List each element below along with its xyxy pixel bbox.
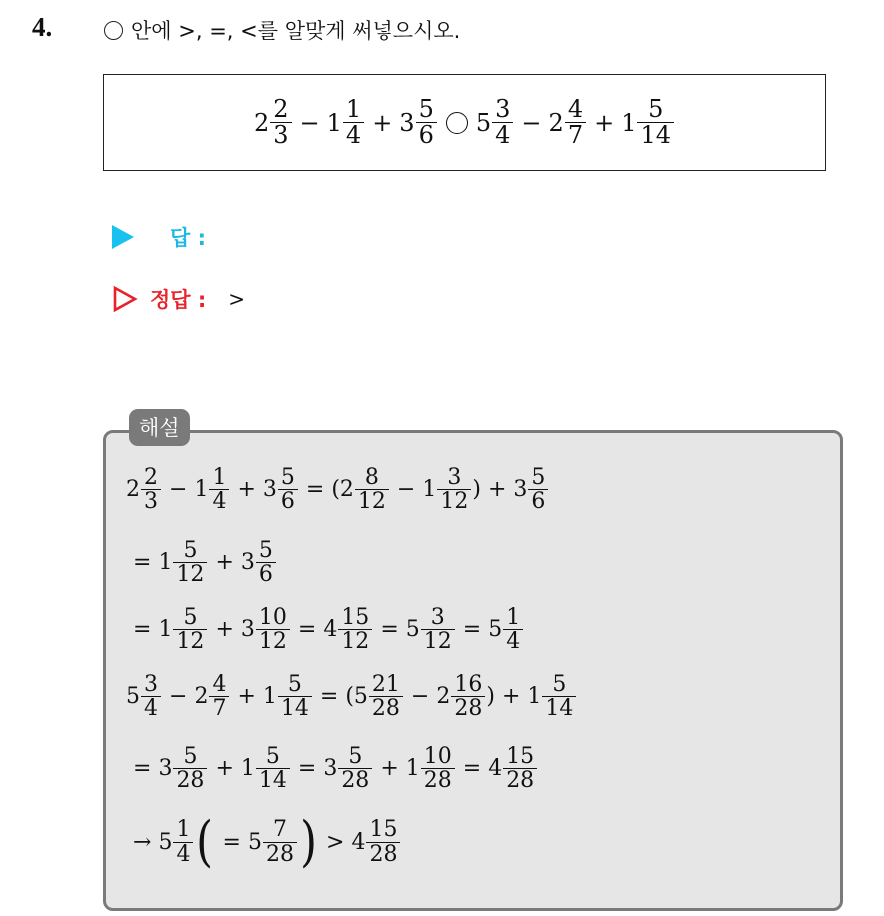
operator: =	[462, 756, 482, 782]
problem-box	[103, 74, 826, 171]
big-parenthesis: )	[300, 810, 317, 873]
numerator: 5	[183, 605, 198, 630]
question-prompt-text: 안에 >, =, <를 알맞게 써넣으시오.	[131, 19, 461, 43]
fraction	[355, 466, 389, 513]
numerator: 5	[287, 672, 302, 697]
fraction	[492, 94, 513, 149]
whole-part: 2	[436, 684, 451, 710]
operator: =	[297, 617, 317, 643]
mixed-number	[241, 539, 277, 586]
denominator: 28	[173, 768, 207, 792]
whole-part: 1	[527, 684, 542, 710]
mixed-number	[323, 745, 373, 792]
denominator: 4	[343, 122, 364, 148]
fraction	[141, 673, 161, 720]
whole-part: 1	[240, 756, 255, 782]
denominator: 14	[256, 768, 290, 792]
numerator: 2	[144, 465, 158, 490]
fraction	[338, 606, 372, 653]
whole-part: 5	[158, 829, 173, 855]
numerator: 5	[183, 538, 198, 563]
mixed-number	[158, 745, 208, 792]
operator: =	[133, 756, 152, 782]
mixed-number	[194, 673, 230, 720]
mixed-number	[241, 745, 291, 792]
numerator: 15	[506, 744, 535, 769]
mixed-number	[351, 818, 401, 865]
mixed-number	[475, 94, 515, 149]
fraction	[421, 745, 455, 792]
denominator: 4	[209, 489, 229, 513]
denominator: 12	[355, 489, 389, 513]
fraction	[173, 539, 207, 586]
big-parenthesis: (	[196, 810, 214, 873]
operator: +	[237, 684, 256, 710]
numerator: 2	[273, 94, 289, 123]
answer-label: 답 :	[170, 226, 206, 250]
compare-circle-icon	[446, 112, 468, 134]
explanation-line	[126, 673, 577, 720]
fraction	[437, 466, 471, 513]
mixed-number	[158, 539, 208, 586]
operator: −	[410, 684, 430, 710]
fraction	[173, 606, 207, 653]
mixed-number	[422, 466, 472, 513]
mixed-number	[158, 606, 208, 653]
parenthesis: )	[486, 684, 495, 710]
fraction	[503, 606, 523, 653]
operator: +	[487, 477, 507, 503]
fraction	[263, 818, 297, 865]
mixed-number	[158, 818, 194, 865]
whole-part: 4	[488, 756, 503, 782]
fraction	[338, 745, 372, 792]
mixed-number	[354, 673, 404, 720]
fraction	[343, 94, 364, 149]
mixed-number	[548, 94, 588, 149]
outline-triangle-icon	[112, 285, 138, 313]
explanation-line	[126, 810, 401, 873]
mixed-number	[527, 673, 577, 720]
mixed-number	[263, 673, 313, 720]
denominator: 7	[565, 122, 586, 148]
whole-part: 1	[194, 477, 209, 503]
operator: +	[237, 477, 256, 503]
denominator: 6	[528, 489, 548, 513]
whole-part: 3	[323, 756, 338, 782]
denominator: 14	[542, 696, 576, 720]
explanation-tab: 해설	[129, 409, 190, 446]
operator: −	[299, 108, 320, 137]
parenthesis: (	[331, 477, 340, 503]
denominator: 28	[338, 768, 372, 792]
fraction	[451, 673, 485, 720]
numerator: 10	[258, 605, 287, 630]
fraction	[528, 466, 548, 513]
fraction	[369, 673, 403, 720]
mixed-number	[253, 94, 293, 149]
mixed-number	[326, 94, 366, 149]
operator: +	[372, 108, 393, 137]
mixed-number	[263, 466, 299, 513]
mixed-number	[406, 606, 456, 653]
mixed-number	[323, 606, 373, 653]
numerator: 5	[552, 672, 567, 697]
numerator: 5	[531, 465, 546, 490]
fraction	[278, 466, 298, 513]
explanation-line	[126, 606, 524, 653]
fraction	[173, 745, 207, 792]
mixed-number	[399, 94, 438, 149]
numerator: 5	[418, 94, 434, 123]
numerator: 3	[144, 672, 158, 697]
denominator: 12	[173, 629, 207, 653]
question-number: 4.	[32, 12, 53, 42]
denominator: 4	[141, 696, 161, 720]
numerator: 5	[258, 538, 273, 563]
numerator: 1	[212, 465, 227, 490]
numerator: 5	[280, 465, 295, 490]
denominator: 6	[256, 562, 276, 586]
numerator: 5	[265, 744, 280, 769]
whole-part: 3	[262, 477, 277, 503]
fraction	[503, 745, 537, 792]
denominator: 12	[421, 629, 455, 653]
operator: =	[133, 617, 152, 643]
operator: >	[326, 829, 345, 855]
denominator: 3	[270, 122, 291, 148]
numerator: 15	[369, 817, 398, 843]
whole-part: 2	[126, 477, 140, 503]
whole-part: 1	[422, 477, 437, 503]
numerator: 10	[423, 744, 452, 769]
whole-part: 3	[399, 108, 415, 137]
whole-part: 2	[253, 108, 270, 137]
operator: −	[169, 477, 188, 503]
question-prompt	[104, 15, 460, 45]
fraction	[256, 606, 290, 653]
whole-part: 1	[158, 550, 173, 576]
mixed-number	[241, 606, 291, 653]
numerator: 4	[212, 672, 227, 697]
whole-part: 4	[323, 617, 338, 643]
correct-answer-value: >	[228, 287, 246, 311]
denominator: 28	[421, 768, 455, 792]
numerator: 3	[430, 605, 445, 630]
operator: =	[462, 617, 482, 643]
whole-part: 5	[488, 617, 503, 643]
numerator: 1	[506, 605, 521, 630]
denominator: 12	[256, 629, 290, 653]
denominator: 12	[173, 562, 207, 586]
operator: −	[169, 684, 188, 710]
whole-part: 2	[339, 477, 354, 503]
whole-part: 1	[158, 617, 173, 643]
whole-part: 3	[158, 756, 173, 782]
denominator: 6	[278, 489, 298, 513]
denominator: 28	[369, 696, 403, 720]
operator: +	[215, 617, 234, 643]
fraction	[173, 818, 193, 865]
mixed-number	[126, 673, 162, 720]
denominator: 28	[451, 696, 485, 720]
denominator: 4	[173, 842, 193, 866]
explanation-line	[126, 466, 549, 513]
denominator: 3	[141, 489, 161, 513]
operator: =	[133, 550, 152, 576]
operator: =	[319, 684, 339, 710]
whole-part: 3	[513, 477, 528, 503]
play-triangle-icon	[112, 225, 134, 249]
whole-part: 3	[240, 550, 255, 576]
fraction	[565, 94, 586, 149]
mixed-number	[436, 673, 486, 720]
mixed-number	[513, 466, 549, 513]
whole-part: 3	[240, 617, 255, 643]
whole-part: 2	[194, 684, 209, 710]
whole-part: 1	[326, 108, 342, 137]
correct-answer-label: 정답 :	[150, 288, 207, 312]
numerator: 15	[341, 605, 370, 630]
numerator: 5	[648, 94, 664, 123]
denominator: 12	[338, 629, 372, 653]
problem-expression	[253, 94, 675, 149]
explanation-line	[126, 745, 538, 792]
mixed-number	[621, 94, 675, 149]
whole-part: 5	[353, 684, 368, 710]
numerator: 3	[447, 465, 462, 490]
fraction	[270, 94, 291, 149]
operator: +	[380, 756, 399, 782]
operator: =	[380, 617, 399, 643]
whole-part: 5	[126, 684, 140, 710]
whole-part: 1	[262, 684, 277, 710]
fraction	[278, 673, 312, 720]
operator: =	[222, 829, 241, 855]
denominator: 14	[278, 696, 312, 720]
fraction	[421, 606, 455, 653]
whole-part: 1	[621, 108, 637, 137]
answer-row	[112, 222, 206, 252]
whole-part: 1	[405, 756, 420, 782]
denominator: 28	[263, 842, 297, 866]
fraction	[416, 94, 437, 149]
numerator: 5	[348, 744, 363, 769]
operator: −	[396, 477, 416, 503]
denominator: 4	[492, 122, 513, 148]
blank-circle-icon	[104, 21, 123, 40]
parenthesis: )	[472, 477, 481, 503]
denominator: 28	[366, 842, 400, 866]
mixed-number	[406, 745, 456, 792]
operator: +	[215, 756, 234, 782]
numerator: 5	[183, 744, 198, 769]
operator: =	[297, 756, 317, 782]
denominator: 14	[637, 122, 674, 148]
whole-part: 5	[475, 108, 492, 137]
whole-part: 4	[351, 829, 366, 855]
mixed-number	[488, 606, 524, 653]
parenthesis: (	[345, 684, 354, 710]
numerator: 16	[454, 672, 483, 697]
operator: →	[133, 829, 152, 855]
operator: +	[594, 108, 615, 137]
mixed-number	[488, 745, 538, 792]
fraction	[209, 673, 229, 720]
numerator: 1	[345, 94, 362, 123]
operator: +	[215, 550, 234, 576]
numerator: 3	[495, 94, 511, 123]
mixed-number	[340, 466, 390, 513]
whole-part: 5	[247, 829, 262, 855]
fraction	[366, 818, 400, 865]
numerator: 8	[364, 465, 379, 490]
explanation-line	[126, 539, 277, 586]
operator: −	[521, 108, 542, 137]
fraction	[141, 466, 161, 513]
operator: =	[305, 477, 325, 503]
fraction	[637, 94, 674, 149]
correct-answer-row	[112, 284, 245, 314]
numerator: 21	[371, 672, 400, 697]
whole-part: 5	[405, 617, 420, 643]
denominator: 6	[416, 122, 437, 148]
operator: +	[501, 684, 521, 710]
mixed-number	[194, 466, 230, 513]
denominator: 4	[503, 629, 523, 653]
numerator: 7	[272, 817, 287, 843]
fraction	[256, 745, 290, 792]
whole-part: 2	[548, 108, 564, 137]
denominator: 28	[503, 768, 537, 792]
mixed-number	[126, 466, 162, 513]
numerator: 4	[567, 94, 584, 123]
denominator: 12	[437, 489, 471, 513]
numerator: 1	[176, 817, 191, 843]
denominator: 7	[209, 696, 229, 720]
fraction	[256, 539, 276, 586]
fraction	[209, 466, 229, 513]
mixed-number	[248, 818, 298, 865]
fraction	[542, 673, 576, 720]
